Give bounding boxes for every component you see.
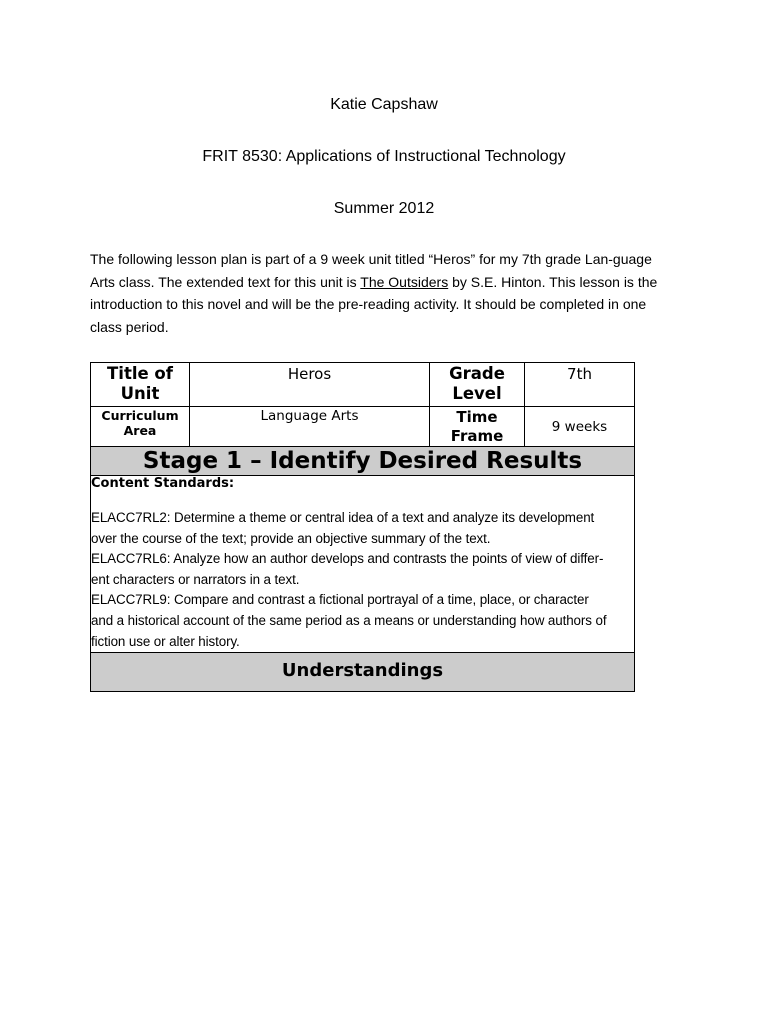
standard-line: ELACC7RL6: Analyze how an author develops and contrasts the points of view of differ- xyxy=(91,551,604,567)
standard-line: ELACC7RL9: Compare and contrast a fictional portrayal of a time, place, or character xyxy=(91,592,589,608)
lesson-plan-table xyxy=(90,362,635,692)
unit-row xyxy=(91,363,634,406)
standard-line: and a historical account of the same period as a means or understanding how authors of xyxy=(91,612,607,628)
standards-list xyxy=(91,508,634,652)
course-title: FRIT 8530: Applications of Instructional Technology xyxy=(202,148,566,165)
curriculum-area-label: Curriculum Area xyxy=(101,408,179,438)
grade-level-label: Grade Level xyxy=(429,363,524,406)
content-standards-row xyxy=(91,475,634,652)
intro-text-before: The following lesson plan is part of a 9 week unit titled “Heros” for my 7th grade Lan-guage Arts class. The extended text for this unit is xyxy=(90,251,652,290)
intro-text-after: by S.E. Hinton. This lesson is the introduction to this novel and will be the pre-reading activity. It should be completed in one class period. xyxy=(90,273,658,335)
standard-line: ELACC7RL2: Determine a theme or central idea of a text and analyze its development xyxy=(91,510,595,525)
intro-paragraph xyxy=(90,248,660,338)
standard-line: fiction use or alter history. xyxy=(91,633,240,649)
understandings-row xyxy=(91,652,634,691)
title-of-unit-value: Heros xyxy=(189,363,429,406)
content-standards-label: Content Standards: xyxy=(91,476,235,491)
time-frame-value: 9 weeks xyxy=(524,407,634,446)
book-title: The Outsiders xyxy=(360,273,449,290)
term: Summer 2012 xyxy=(333,200,435,217)
curriculum-area-value: Language Arts xyxy=(189,407,429,446)
grade-level-value: 7th xyxy=(524,363,634,406)
stage1-row xyxy=(91,446,634,475)
standard-line: ent characters or narrators in a text. xyxy=(91,571,300,587)
standard-line: over the course of the text; provide an objective summary of the text. xyxy=(91,530,491,546)
title-of-unit-label: Title of Unit xyxy=(107,364,173,403)
author-name: Katie Capshaw xyxy=(330,96,438,113)
understandings-heading: Understandings xyxy=(91,653,634,691)
area-row xyxy=(91,406,634,446)
time-frame-label: Time Frame xyxy=(429,407,524,446)
stage1-heading: Stage 1 – Identify Desired Results xyxy=(91,447,634,475)
